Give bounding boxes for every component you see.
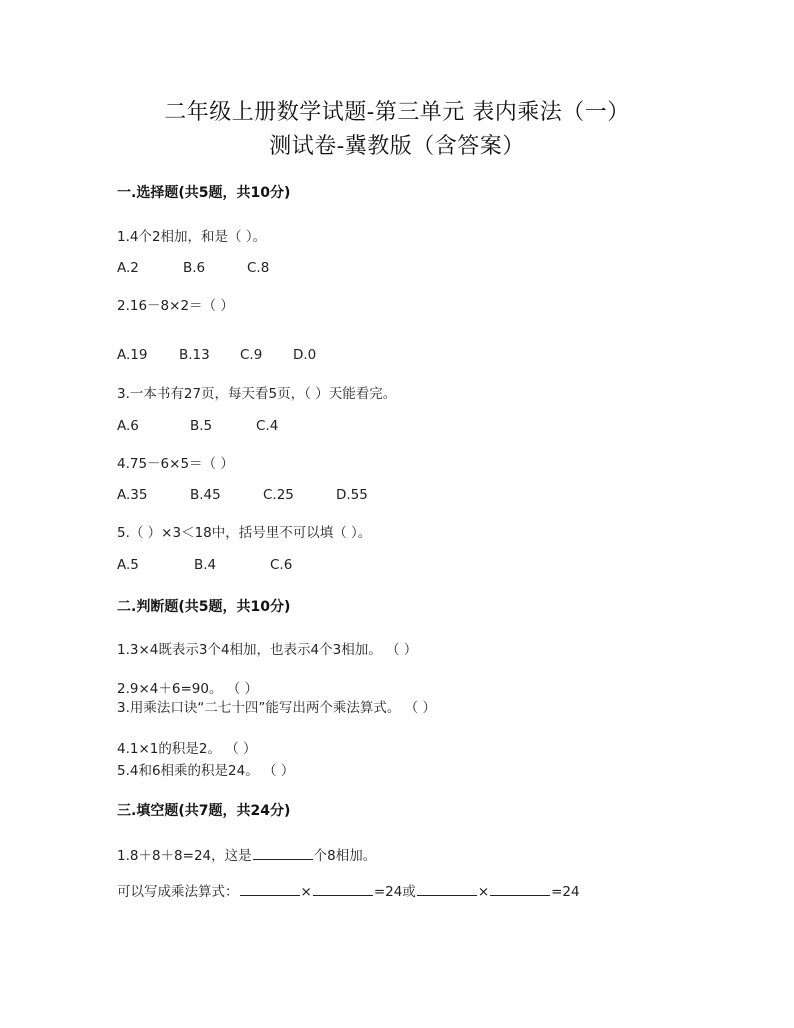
choice-option: C.4 [256,418,279,434]
answer-blank[interactable] [417,882,477,896]
document-title-line-2: 测试卷-冀教版（含答案） [269,134,525,159]
true-false-question-4: 4.1×1的积是2。 （ ） [117,741,257,757]
section-heading-fill-blank: 三.填空题(共7题，共24分) [117,803,291,819]
choice-option: D.55 [336,487,368,503]
fill-blank-question-1-line-2 [117,880,580,900]
choice-question-2: 2.16－8×2＝（ ） [117,298,234,314]
choice-option: A.6 [117,418,139,434]
times-sign: × [477,884,490,900]
choice-option: B.45 [190,487,221,503]
answer-blank[interactable] [253,846,313,860]
choice-option: B.13 [179,347,210,363]
true-false-question-1: 1.3×4既表示3个4相加，也表示4个3相加。 （ ） [117,642,418,658]
true-false-question-3: 3.用乘法口诀“二七十四”能写出两个乘法算式。 （ ） [117,700,436,716]
choice-option: B.4 [194,557,217,573]
fill-blank-text: 可以写成乘法算式： [117,884,239,900]
section-heading-true-false: 二.判断题(共5题，共10分) [117,599,291,615]
fill-blank-text: =24 [551,884,580,900]
choice-option: B.6 [183,260,206,276]
choice-option: B.5 [190,418,213,434]
choice-option: C.8 [247,260,270,276]
choice-option: A.2 [117,260,139,276]
fill-blank-question-1 [117,844,376,864]
fill-blank-text: 1.8＋8＋8=24，这是 [117,848,252,864]
choice-option: C.6 [270,557,293,573]
choice-option: C.9 [240,347,263,363]
answer-blank[interactable] [313,882,373,896]
true-false-question-2: 2.9×4＋6=90。 （ ） [117,681,259,697]
choice-option: D.0 [293,347,317,363]
choice-question-4: 4.75－6×5＝（ ） [117,456,234,472]
answer-blank[interactable] [490,882,550,896]
document-title-line-1: 二年级上册数学试题-第三单元 表内乘法（一） [164,100,630,125]
section-heading-choice: 一.选择题(共5题，共10分) [117,185,291,201]
choice-option: C.25 [263,487,294,503]
fill-blank-text: =24或 [373,884,416,900]
choice-option: A.19 [117,347,148,363]
choice-option: A.5 [117,557,139,573]
choice-question-1: 1.4个2相加，和是（ ）。 [117,229,267,245]
times-sign: × [300,884,312,900]
true-false-question-5: 5.4和6相乘的积是24。 （ ） [117,763,295,779]
choice-question-3: 3.一本书有27页，每天看5页，（ ）天能看完。 [117,386,397,402]
choice-option: A.35 [117,487,148,503]
answer-blank[interactable] [240,882,300,896]
fill-blank-text: 个8相加。 [313,848,377,864]
choice-question-5: 5.（ ）×3＜18中，括号里不可以填（ ）。 [117,525,372,541]
